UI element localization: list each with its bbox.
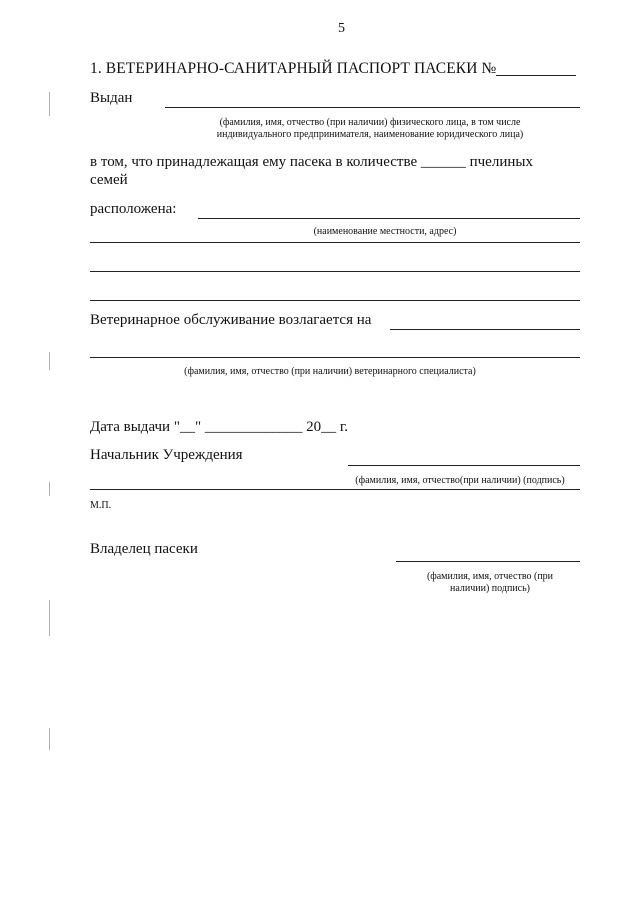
issue-date: Дата выдачи "__" _____________ 20__ г. (90, 419, 349, 435)
vet-label: Ветеринарное обслуживание возлагается на (90, 312, 372, 328)
scan-mark (49, 482, 50, 496)
located-label: расположена: (90, 201, 177, 217)
page-number: 5 (338, 21, 345, 36)
scan-mark (49, 728, 50, 750)
address-line-1[interactable] (90, 242, 580, 243)
vet-line-1[interactable] (390, 329, 580, 330)
apiary-text: в том, что принадлежащая ему пасека в количестве ______ пчелиных (90, 154, 533, 170)
owner-hint-line1: (фамилия, имя, отчество (при (426, 571, 554, 582)
issued-hint-line2: индивидуального предпринимателя, наименование юридического лица) (216, 129, 524, 140)
vet-hint: (фамилия, имя, отчество (при наличии) ветеринарного специалиста) (184, 366, 476, 377)
stamp-label: М.П. (90, 500, 112, 511)
owner-hint-line2: наличии) подпись) (450, 583, 530, 594)
head-hint: (фамилия, имя, отчество(при наличии) (подпись) (355, 475, 565, 486)
head-signature-line[interactable] (348, 465, 580, 466)
passport-number-line[interactable] (496, 75, 576, 76)
address-line-3[interactable] (90, 300, 580, 301)
issued-to-line[interactable] (165, 107, 580, 108)
issued-hint-line1: (фамилия, имя, отчество (при наличии) физического лица, в том числе (219, 117, 521, 128)
page-title: 1. ВЕТЕРИНАРНО-САНИТАРНЫЙ ПАСПОРТ ПАСЕКИ № (90, 60, 497, 77)
owner-label: Владелец пасеки (90, 541, 198, 557)
scan-mark (49, 92, 50, 116)
families-word: семей (90, 172, 128, 188)
owner-signature-line[interactable] (396, 561, 580, 562)
scan-mark (49, 352, 50, 370)
location-line[interactable] (198, 218, 580, 219)
vet-line-2[interactable] (90, 357, 580, 358)
address-line-2[interactable] (90, 271, 580, 272)
head-underline (90, 489, 580, 490)
location-hint: (наименование местности, адрес) (313, 226, 457, 237)
issued-label: Выдан (90, 90, 133, 106)
head-label: Начальник Учреждения (90, 447, 243, 463)
scan-mark (49, 600, 50, 636)
